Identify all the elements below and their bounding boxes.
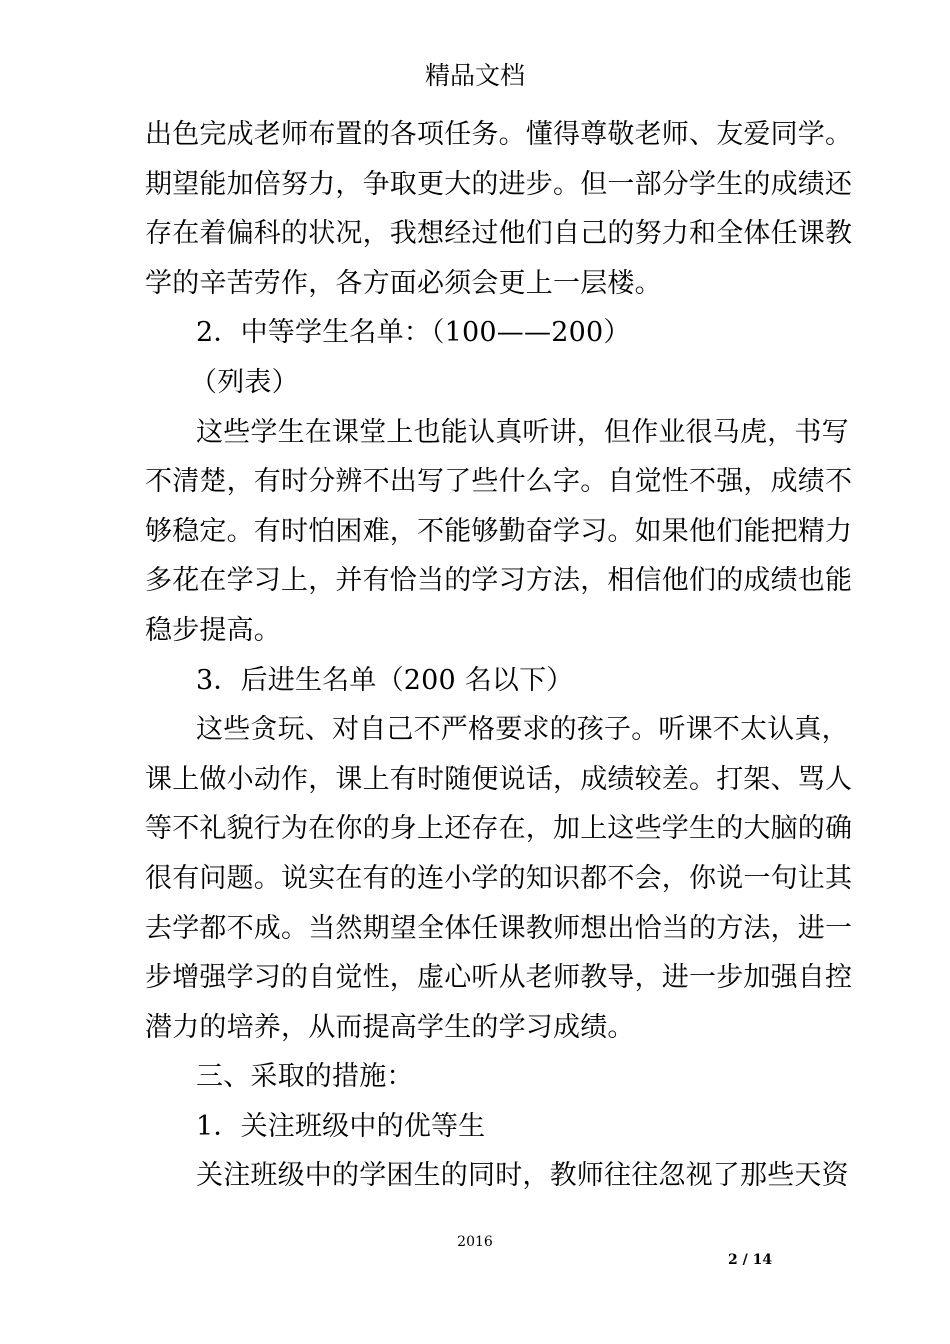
body-line: 这些学生在课堂上也能认真听讲，但作业很马虎，书写 (196, 416, 849, 448)
body-line: 这些贪玩、对自己不严格要求的孩子。听课不太认真， (196, 714, 849, 746)
body-line: 期望能加倍努力，争取更大的进步。但一部分学生的成绩还 (145, 168, 853, 200)
list-placeholder: （列表） (190, 366, 299, 398)
page-number: 2 / 14 (728, 1252, 773, 1268)
document-body (145, 110, 853, 1201)
body-line: 课上做小动作，课上有时随便说话，成绩较差。打架、骂人 (145, 763, 853, 795)
body-line: 存在着偏科的状况，我想经过他们自己的努力和全体任课教 (145, 218, 853, 250)
body-line: 不清楚，有时分辨不出写了些什么字。自觉性不强，成绩不 (145, 466, 853, 498)
body-line: 稳步提高。 (145, 614, 281, 646)
body-line: 关注班级中的学困生的同时，教师往往忽视了那些天资 (196, 1160, 849, 1192)
body-line: 步增强学习的自觉性，虚心听从老师教导，进一步加强自控 (145, 962, 853, 994)
section-heading-measures: 三、采取的措施： (196, 1061, 414, 1093)
page-header-title: 精品文档 (424, 61, 525, 90)
body-line: 出色完成老师布置的各项任务。懂得尊敬老师、友爱同学。 (145, 119, 853, 150)
section-heading-middle-students: 2．中等学生名单：（100——200） (196, 317, 631, 349)
section-heading-lagging-students: 3．后进生名单（200 名以下） (196, 664, 574, 696)
footer-year: 2016 (457, 1234, 493, 1250)
subsection-heading-top-students: 1．关注班级中的优等生 (196, 1110, 486, 1142)
body-line: 多花在学习上，并有恰当的学习方法，相信他们的成绩也能 (145, 565, 853, 597)
body-line: 去学都不成。当然期望全体任课教师想出恰当的方法，进一 (145, 912, 853, 944)
body-line: 学的辛苦劳作，各方面必须会更上一层楼。 (145, 267, 662, 299)
body-line: 等不礼貌行为在你的身上还存在，加上这些学生的大脑的确 (145, 813, 853, 845)
body-line: 潜力的培养，从而提高学生的学习成绩。 (145, 1011, 635, 1043)
body-line: 够稳定。有时怕困难，不能够勤奋学习。如果他们能把精力 (145, 515, 853, 547)
body-line: 很有问题。说实在有的连小学的知识都不会，你说一句让其 (145, 862, 853, 894)
